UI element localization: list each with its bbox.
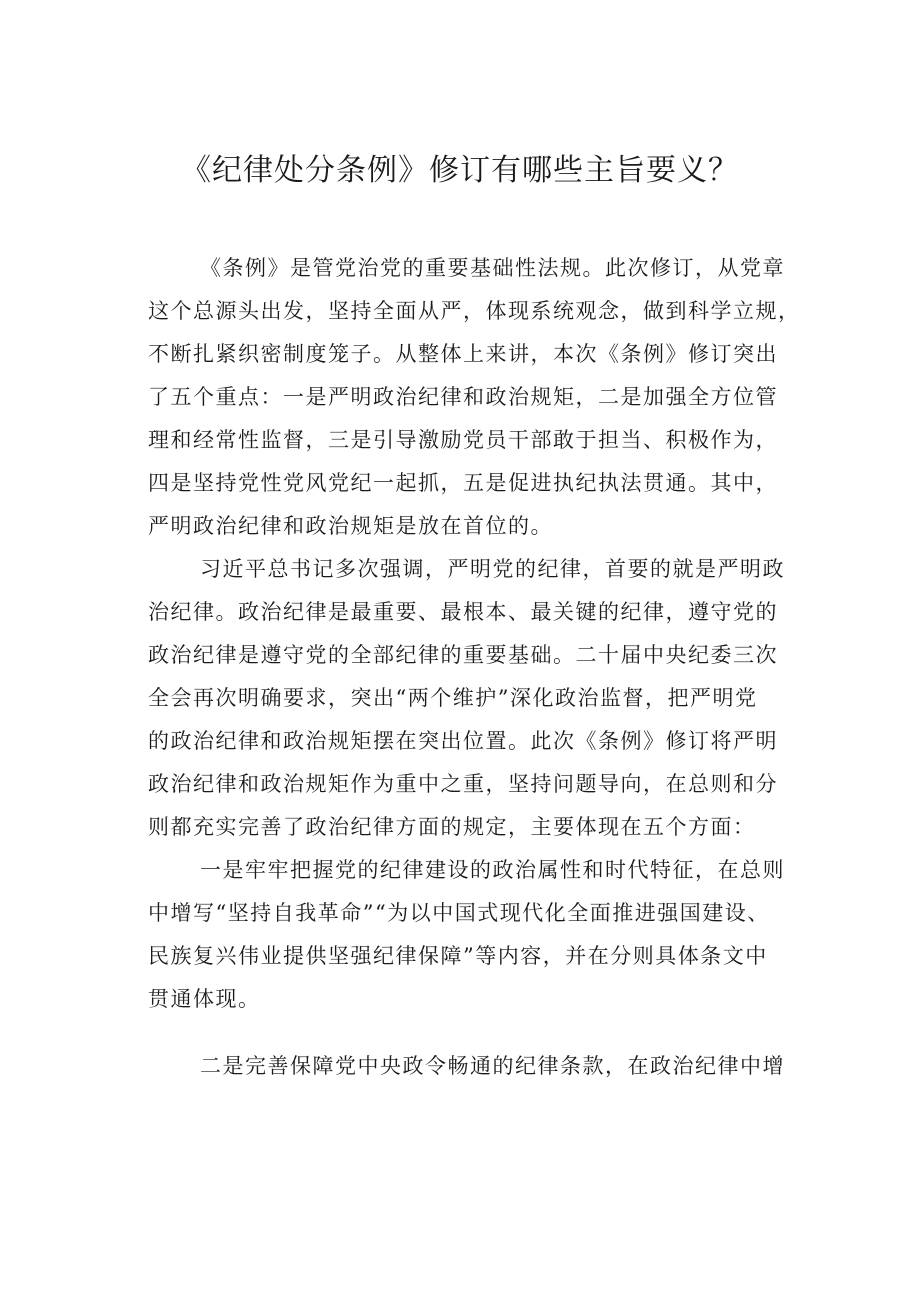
paragraph-2-line-7: 则都充实完善了政治纪律方面的规定，主要体现在五个方面：: [148, 815, 756, 839]
paragraph-1-line-3: 不断扎紧织密制度笼子。从整体上来讲，本次《条例》修订突出: [148, 342, 778, 366]
paragraph-3-line-3: 民族复兴伟业提供坚强纪律保障”等内容，并在分则具体条文中: [148, 944, 768, 968]
paragraph-4-line-1: 二是完善保障党中央政令畅通的纪律条款，在政治纪律中增: [200, 1054, 785, 1078]
paragraph-1-line-4: 了五个重点：一是严明政治纪律和政治规矩，二是加强全方位管: [148, 385, 778, 409]
paragraph-1-line-7: 严明政治纪律和政治规矩是放在首位的。: [148, 514, 553, 538]
paragraph-2-line-4: 全会再次明确要求，突出“两个维护”深化政治监督，把严明党: [148, 686, 758, 710]
paragraph-1-line-6: 四是坚持党性党风党纪一起抓，五是促进执纪执法贯通。其中，: [148, 471, 778, 495]
paragraph-2-line-6: 政治纪律和政治规矩作为重中之重，坚持问题导向，在总则和分: [148, 772, 778, 796]
paragraph-1-line-5: 理和经常性监督，三是引导激励党员干部敢于担当、积极作为，: [148, 428, 778, 452]
paragraph-2-line-1: 习近平总书记多次强调，严明党的纪律，首要的就是严明政: [200, 557, 785, 581]
paragraph-3-line-2: 中增写“坚持自我革命”“为以中国式现代化全面推进强国建设、: [148, 901, 770, 925]
paragraph-2-line-3: 政治纪律是遵守党的全部纪律的重要基础。二十届中央纪委三次: [148, 643, 778, 667]
document-title: 《纪律处分条例》修订有哪些主旨要义？: [181, 153, 739, 188]
paragraph-1-line-1: 《条例》是管党治党的重要基础性法规。此次修订，从党章: [200, 256, 785, 280]
paragraph-2-line-5: 的政治纪律和政治规矩摆在突出位置。此次《条例》修订将严明: [148, 729, 778, 753]
paragraph-2-line-2: 治纪律。政治纪律是最重要、最根本、最关键的纪律，遵守党的: [148, 600, 778, 624]
paragraph-3-line-1: 一是牢牢把握党的纪律建设的政治属性和时代特征，在总则: [200, 858, 785, 882]
paragraph-1-line-2: 这个总源头出发，坚持全面从严，体现系统观念，做到科学立规，: [148, 299, 801, 323]
paragraph-3-line-4: 贯通体现。: [148, 987, 261, 1011]
